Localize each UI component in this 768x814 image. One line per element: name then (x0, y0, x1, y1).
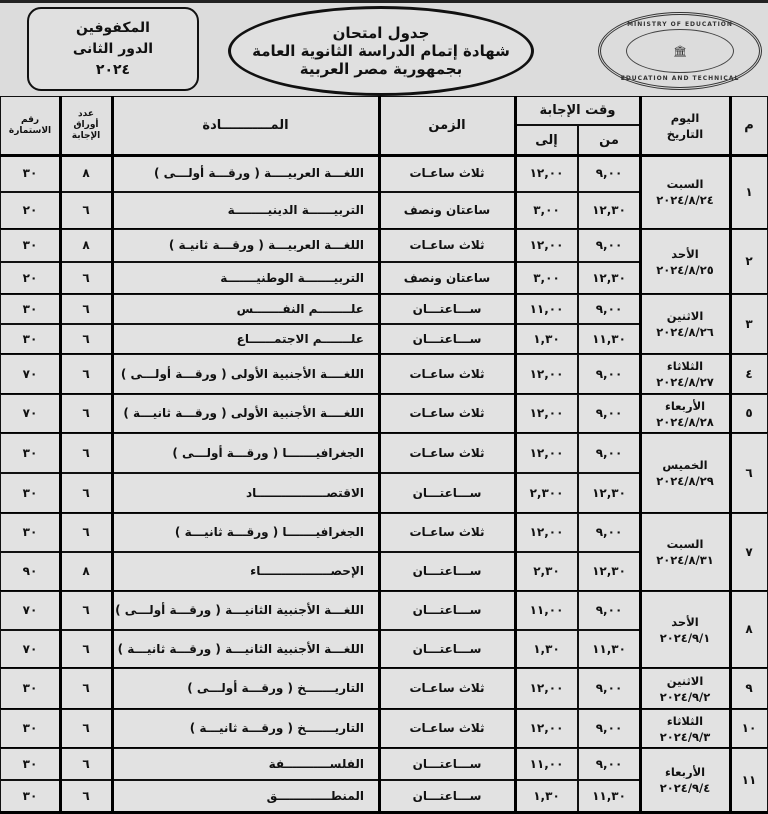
day-date-cell (640, 709, 730, 748)
end-time: ١٢,٠٠ (515, 394, 578, 433)
end-time: ١٢,٠٠ (515, 155, 578, 192)
end-time: ١,٣٠ (515, 630, 578, 668)
start-time: ١٢,٣٠ (578, 552, 640, 591)
end-time: ١١,٠٠ (515, 591, 578, 630)
day-index: ١١ (730, 748, 768, 812)
day-name: الاثنين (666, 673, 704, 688)
start-time: ١١,٣٠ (578, 324, 640, 354)
column-header-to: إلى (515, 125, 578, 155)
end-time: ١٢,٠٠ (515, 668, 578, 709)
exam-duration: ســـاعتـــان (379, 552, 515, 591)
end-time: ٣,٠٠ (515, 262, 578, 294)
end-time: ٢,٣٠ (515, 552, 578, 591)
form-number: ٣٠ (0, 294, 60, 324)
subject-name: التربيــــــة الدينيــــــــة (112, 192, 379, 229)
column-divider (59, 96, 62, 812)
answer-sheets-count: ٨ (60, 155, 112, 192)
day-date-cell (640, 748, 730, 812)
end-time: ٢,٣٠٠ (515, 473, 578, 513)
subject-name: الإحصـــــــــــــــــاء (112, 552, 379, 591)
start-time: ٩,٠٠ (578, 748, 640, 780)
form-number: ٣٠ (0, 155, 60, 192)
answer-sheets-count: ٦ (60, 780, 112, 812)
day-date-cell (640, 229, 730, 294)
form-number: ٣٠ (0, 433, 60, 473)
exam-duration: ثلاث ساعـات (379, 354, 515, 394)
column-header-sheets (60, 96, 112, 155)
subject-name: الجغرافيـــــــا ( ورقـــة ثانيـــة ) (112, 513, 379, 552)
exam-duration: ساعتان ونصف (379, 262, 515, 294)
subject-name: الفلســـــــــــفة (112, 748, 379, 780)
answer-sheets-count: ٦ (60, 591, 112, 630)
answer-sheets-count: ٦ (60, 354, 112, 394)
day-name: الأحد (671, 614, 699, 629)
exam-duration: ساعتان ونصف (379, 192, 515, 229)
answer-sheets-count: ٦ (60, 324, 112, 354)
start-time: ١٢,٣٠ (578, 473, 640, 513)
exam-duration: ســـاعتـــان (379, 591, 515, 630)
column-header-form-number (0, 96, 60, 155)
day-index: ٤ (730, 354, 768, 394)
day-name: الأربعاء (664, 398, 706, 413)
column-header-duration: الزمن (379, 96, 515, 155)
day-index: ٦ (730, 433, 768, 513)
subject-name: علـــــــم الاجتمــــــاع (112, 324, 379, 354)
subject-name: علــــــــم النفـــــــس (112, 294, 379, 324)
column-divider (514, 96, 517, 812)
day-name: الثلاثاء (666, 359, 704, 373)
day-date-cell (640, 433, 730, 513)
day-index: ١ (730, 155, 768, 229)
subject-name: التاريـــــــخ ( ورقـــة أولـــى ) (112, 668, 379, 709)
end-time: ١,٣٠ (515, 780, 578, 812)
answer-sheets-count: ٦ (60, 394, 112, 433)
column-header-sheets-2: أوراق (73, 120, 99, 130)
exam-schedule-table (0, 96, 768, 812)
title-line-1: جدول امتحان (332, 24, 430, 42)
subject-name: التاريـــــــخ ( ورقـــة ثانيـــة ) (112, 709, 379, 748)
form-number: ٣٠ (0, 668, 60, 709)
day-date-cell (640, 513, 730, 591)
subject-name: اللغـــة العربيـــة ( ورقـــة ثانيـة ) (112, 229, 379, 262)
title-ellipse (228, 6, 534, 96)
category-label: المكفوفين (76, 19, 150, 36)
form-number: ٣٠ (0, 324, 60, 354)
day-date-cell (640, 668, 730, 709)
exam-date: ٢٠٢٤/٨/٣١ (656, 553, 714, 567)
start-time: ٩,٠٠ (578, 709, 640, 748)
round-label: الدور الثانى (72, 40, 154, 57)
day-date-cell (640, 354, 730, 394)
answer-sheets-count: ٦ (60, 433, 112, 473)
form-number: ٣٠ (0, 473, 60, 513)
form-number: ٣٠ (0, 748, 60, 780)
column-header-date: التاريخ (666, 126, 704, 141)
exam-date: ٢٠٢٤/٩/٣ (659, 729, 711, 744)
subject-name: اللغـــة الأجنبية الثانيـــة ( ورقـــة ثانيـــة ) (112, 630, 379, 668)
day-index: ٩ (730, 668, 768, 709)
exam-duration: ســـاعتـــان (379, 748, 515, 780)
exam-date: ٢٠٢٤/٨/٢٦ (656, 325, 714, 339)
answer-sheets-count: ٦ (60, 192, 112, 229)
day-index: ٢ (730, 229, 768, 294)
form-number: ٧٠ (0, 630, 60, 668)
subject-name: اللغـــة العربيــــة ( ورقـــة أولـــى ) (112, 155, 379, 192)
answer-sheets-count: ٨ (60, 552, 112, 591)
seal-top-text: MINISTRY OF EDUCATION (627, 21, 733, 28)
exam-date: ٢٠٢٤/٨/٢٤ (656, 193, 714, 207)
exam-date: ٢٠٢٤/٩/٤ (659, 781, 711, 795)
column-header-form-2: الاستمارة (8, 125, 52, 136)
exam-date: ٢٠٢٤/٩/٢ (659, 689, 711, 704)
end-time: ١٢,٠٠ (515, 513, 578, 552)
document-header (0, 0, 768, 96)
answer-sheets-count: ٦ (60, 473, 112, 513)
end-time: ١٢,٠٠ (515, 709, 578, 748)
answer-sheets-count: ٦ (60, 513, 112, 552)
start-time: ٩,٠٠ (578, 229, 640, 262)
day-index: ٨ (730, 591, 768, 668)
day-name: السبت (666, 177, 704, 191)
category-box (27, 7, 199, 91)
column-divider (639, 96, 642, 812)
exam-duration: ثلاث ساعـات (379, 229, 515, 262)
end-time: ٣,٠٠ (515, 192, 578, 229)
answer-sheets-count: ٦ (60, 262, 112, 294)
day-name: السبت (666, 537, 704, 551)
day-name: الثلاثاء (666, 713, 704, 728)
day-name: الاثنين (666, 309, 704, 323)
day-date-cell (640, 294, 730, 354)
form-number: ٩٠ (0, 552, 60, 591)
answer-sheets-count: ٦ (60, 709, 112, 748)
answer-sheets-count: ٨ (60, 229, 112, 262)
column-divider (378, 96, 381, 812)
day-name: الأربعاء (664, 765, 706, 779)
day-index: ١٠ (730, 709, 768, 748)
header-divider (0, 154, 768, 157)
start-time: ٩,٠٠ (578, 294, 640, 324)
column-header-answer-time: وقت الإجابة (515, 96, 640, 125)
answer-sheets-count: ٦ (60, 294, 112, 324)
start-time: ١٢,٣٠ (578, 262, 640, 294)
end-time: ١١,٠٠ (515, 294, 578, 324)
start-time: ٩,٠٠ (578, 591, 640, 630)
top-rule (0, 0, 768, 3)
seal-emblem: 🏛 (673, 44, 687, 58)
answer-sheets-count: ٦ (60, 668, 112, 709)
exam-date: ٢٠٢٤/٩/١ (659, 630, 711, 645)
day-date-cell (640, 591, 730, 668)
day-name: الخميس (662, 458, 708, 472)
start-time: ٩,٠٠ (578, 668, 640, 709)
exam-duration: ثلاث ساعـات (379, 394, 515, 433)
exam-duration: ســـاعتـــان (379, 473, 515, 513)
form-number: ٢٠ (0, 262, 60, 294)
exam-duration: ثلاث ساعـات (379, 709, 515, 748)
exam-duration: ثلاث ساعـات (379, 513, 515, 552)
exam-duration: ثلاث ساعـات (379, 433, 515, 473)
start-time: ٩,٠٠ (578, 433, 640, 473)
day-index: ٥ (730, 394, 768, 433)
exam-duration: ســـاعتـــان (379, 324, 515, 354)
column-header-sheets-1: عدد (78, 109, 94, 119)
column-header-subject: المـــــــــــادة (112, 96, 379, 155)
year-label: ٢٠٢٤ (95, 61, 131, 78)
subject-name: المنطـــــــــــــق (112, 780, 379, 812)
day-date-cell (640, 394, 730, 433)
start-time: ٩,٠٠ (578, 155, 640, 192)
title-line-2: شهادة إتمام الدراسة الثانوية العامة (252, 42, 510, 60)
day-index: ٣ (730, 294, 768, 354)
answer-sheets-count: ٦ (60, 630, 112, 668)
day-date-cell (640, 155, 730, 229)
start-time: ١٢,٣٠ (578, 192, 640, 229)
start-time: ٩,٠٠ (578, 354, 640, 394)
answer-sheets-count: ٦ (60, 748, 112, 780)
start-time: ٩,٠٠ (578, 513, 640, 552)
column-header-from: من (578, 125, 640, 155)
end-time: ١,٣٠ (515, 324, 578, 354)
column-divider (729, 96, 732, 812)
end-time: ١٢,٠٠ (515, 229, 578, 262)
start-time: ٩,٠٠ (578, 394, 640, 433)
subject-name: اللغــــة الأجنبية الأولى ( ورقـــة ثانيـــة ) (112, 394, 379, 433)
subject-name: اللغــــة الأجنبية الأولى ( ورقـــة أولـــى ) (112, 354, 379, 394)
ministry-seal-icon (626, 29, 734, 73)
subject-name: اللغـــة الأجنبية الثانيـــة ( ورقـــة أولـــى ) (112, 591, 379, 630)
column-header-day: اليوم (670, 110, 700, 125)
column-header-index: م (730, 96, 768, 155)
title-line-3: بجمهورية مصر العربية (299, 60, 463, 78)
exam-date: ٢٠٢٤/٨/٢٧ (656, 375, 714, 389)
column-header-day-date (640, 96, 730, 155)
exam-date: ٢٠٢٤/٨/٢٨ (656, 414, 714, 429)
end-time: ١٢,٠٠ (515, 354, 578, 394)
start-time: ١١,٣٠ (578, 780, 640, 812)
subject-name: الجغرافيـــــــا ( ورقـــة أولـــى ) (112, 433, 379, 473)
form-number: ٣٠ (0, 780, 60, 812)
form-number: ٣٠ (0, 709, 60, 748)
seal-bottom-text: EDUCATION AND TECHNICAL (620, 75, 740, 82)
day-name: الأحد (671, 246, 699, 261)
exam-duration: ثلاث ساعـات (379, 155, 515, 192)
exam-duration: ســـاعتـــان (379, 630, 515, 668)
exam-duration: ســـاعتـــان (379, 294, 515, 324)
day-index: ٧ (730, 513, 768, 591)
form-number: ٧٠ (0, 591, 60, 630)
start-time: ١١,٣٠ (578, 630, 640, 668)
form-number: ٧٠ (0, 354, 60, 394)
subject-name: الاقتصـــــــــــــــــاد (112, 473, 379, 513)
end-time: ١٢,٠٠ (515, 433, 578, 473)
column-header-form-1: رقم (20, 114, 40, 125)
ministry-seal (598, 12, 762, 90)
form-number: ٧٠ (0, 394, 60, 433)
form-number: ٢٠ (0, 192, 60, 229)
form-number: ٣٠ (0, 513, 60, 552)
form-number: ٣٠ (0, 229, 60, 262)
end-time: ١١,٠٠ (515, 748, 578, 780)
subject-name: التربيـــــــة الوطنيـــــــة (112, 262, 379, 294)
exam-duration: ســـاعتـــان (379, 780, 515, 812)
column-header-sheets-3: الإجابة (71, 131, 101, 141)
column-divider (111, 96, 114, 812)
exam-duration: ثلاث ساعـات (379, 668, 515, 709)
exam-date: ٢٠٢٤/٨/٢٥ (656, 262, 714, 277)
exam-date: ٢٠٢٤/٨/٢٩ (656, 474, 714, 488)
